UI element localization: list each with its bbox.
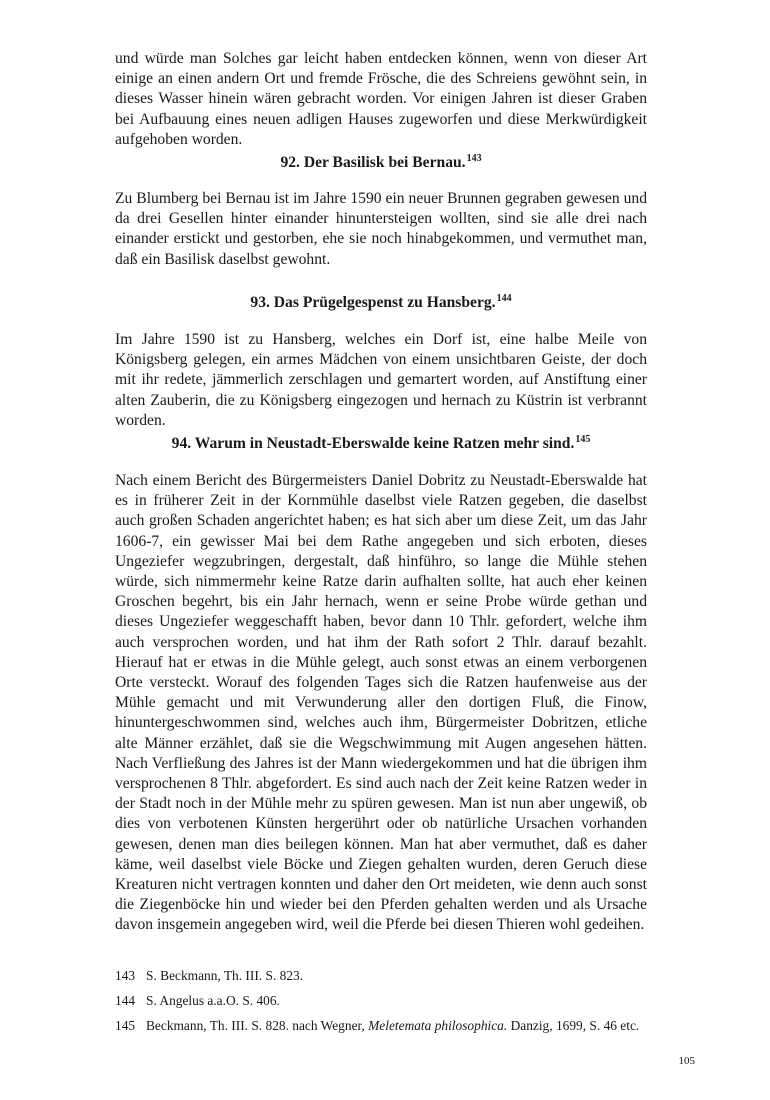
footnote-work-title: Meletemata philosophica. (368, 1018, 508, 1033)
section-title: 92. Der Basilisk bei Bernau. (280, 154, 466, 171)
footnote-text: S. Beckmann, Th. III. S. 823. (146, 968, 304, 983)
section-title: 93. Das Prügelgespenst zu Hansberg. (250, 294, 496, 311)
footnotes (115, 963, 695, 1038)
section-heading-92 (115, 153, 647, 173)
section-paragraph-94: Nach einem Bericht des Bürgermeisters Daniel Dobritz zu Neustadt-Eberswalde hat es in früherer Zeit in der Kornmühle daselbst viele Ratzen gegeben, die daselbst auch großen Schaden angerichtet haben; es hat sich aber um diese Zeit, um das Jahr 1606-7, ein gewisser Mai bei dem Rathe angegeben und sich erboten, dieses Ungeziefer wegzubringen, dergestalt, daß hinführo, so lange die Mühle stehen würde, sich nimmermehr keine Ratze darin aufhalten sollte, hat auch eher keinen Groschen begehrt, bis ein Jahr hernach, wenn er seine Probe würde gethan und dieses Ungeziefer weggeschafft haben, bevor dann 10 Thlr. gefordert, welche ihm auch versprochen worden, und hat ihm der Rath sofort 2 Thlr. darauf bezahlt. Hierauf hat er etwas in die Mühle gelegt, auch sonst etwas an einem verborgenen Orte versteckt. Worauf des folgenden Tages sich die Ratzen haufenweise aus der Mühle gemacht und mit Verwunderung aller den dortigen Fluß, die Finow, hinuntergeschwommen sind, welches auch ihm, Bürgermeister Dobritzen, etliche alte Männer erzählet, daß sie die Wegschwimmung mit Augen angesehen hätten. Nach Verfließung des Jahres ist der Mann wiedergekommen und hat die übrigen ihm versprochenen 8 Thlr. abgefordert. Es sind auch nach der Zeit keine Ratzen weder in der Stadt noch in der Mühle mehr zu spüren gewesen. Man ist nun aber ungewiß, ob dies von verbotenen Künsten hergerührt oder ob natürliche Ursachen vorhanden gewesen, denen man dies beilegen können. Man hat aber vermuthet, daß es daher käme, weil daselbst viele Böcke und Ziegen gehalten wurden, deren Geruch diese Kreaturen nicht vertragen konnten und daher den Ort meideten, wie denn auch sonst die Ziegenböcke hin und wieder bei den Pferden gehalten werden und als Ursache davon insgemein angegeben wird, weil die Pferde bei diesen Thieren wohl gedeihen. (115, 472, 647, 934)
footnote-text: S. Angelus a.a.O. S. 406. (146, 993, 280, 1008)
footnote-143 (115, 963, 695, 988)
footnote-number: 143 (115, 968, 136, 983)
page-number: 105 (678, 1055, 695, 1067)
section-paragraph-92: Zu Blumberg bei Bernau ist im Jahre 1590 ein neuer Brunnen gegraben gewesen und da drei Gesellen hinter einander hinuntersteigen wollten, sind sie alle drei nach einander erstickt und gestorben, ehe sie noch hinabgekommen, und vermuthet man, daß ein Basilisk daselbst gewohnt. (115, 190, 647, 268)
footnote-ref[interactable]: 143 (466, 153, 482, 164)
footnote-144 (115, 988, 695, 1013)
section-paragraph-93: Im Jahre 1590 ist zu Hansberg, welches ein Dorf ist, eine halbe Meile von Königsberg gelegen, ein armes Mädchen von einem unsichtbaren Geiste, der doch mit ihr redete, jämmerlich zerschlagen und gemartert worden, auf Anstiftung einer alten Zauberin, die zu Königsberg eingezogen und hernach zu Küstrin ist verbrannt worden. (115, 331, 647, 429)
footnote-number: 144 (115, 993, 136, 1008)
section-heading-94 (115, 434, 647, 454)
section-title: 94. Warum in Neustadt-Eberswalde keine Ratzen mehr sind. (171, 435, 575, 452)
footnote-text-post: Danzig, 1699, S. 46 etc. (507, 1018, 640, 1033)
footnote-ref[interactable]: 145 (575, 434, 591, 445)
footnote-text-pre: Beckmann, Th. III. S. 828. nach Wegner, (146, 1018, 369, 1033)
footnote-number: 145 (115, 1018, 136, 1033)
footnote-145 (115, 1013, 695, 1038)
intro-paragraph: und würde man Solches gar leicht haben entdecken können, wenn von dieser Art einige an einen andern Ort und fremde Frösche, die des Schreiens gewöhnt sein, in dieses Wasser hinein wären gebracht worden. Vor einigen Jahren ist dieser Graben bei Aufbauung eines neuen adligen Hauses zugeworfen und diese Merkwürdigkeit aufgehoben worden. (115, 50, 647, 148)
footnote-ref[interactable]: 144 (496, 293, 512, 304)
section-heading-93 (115, 293, 647, 313)
